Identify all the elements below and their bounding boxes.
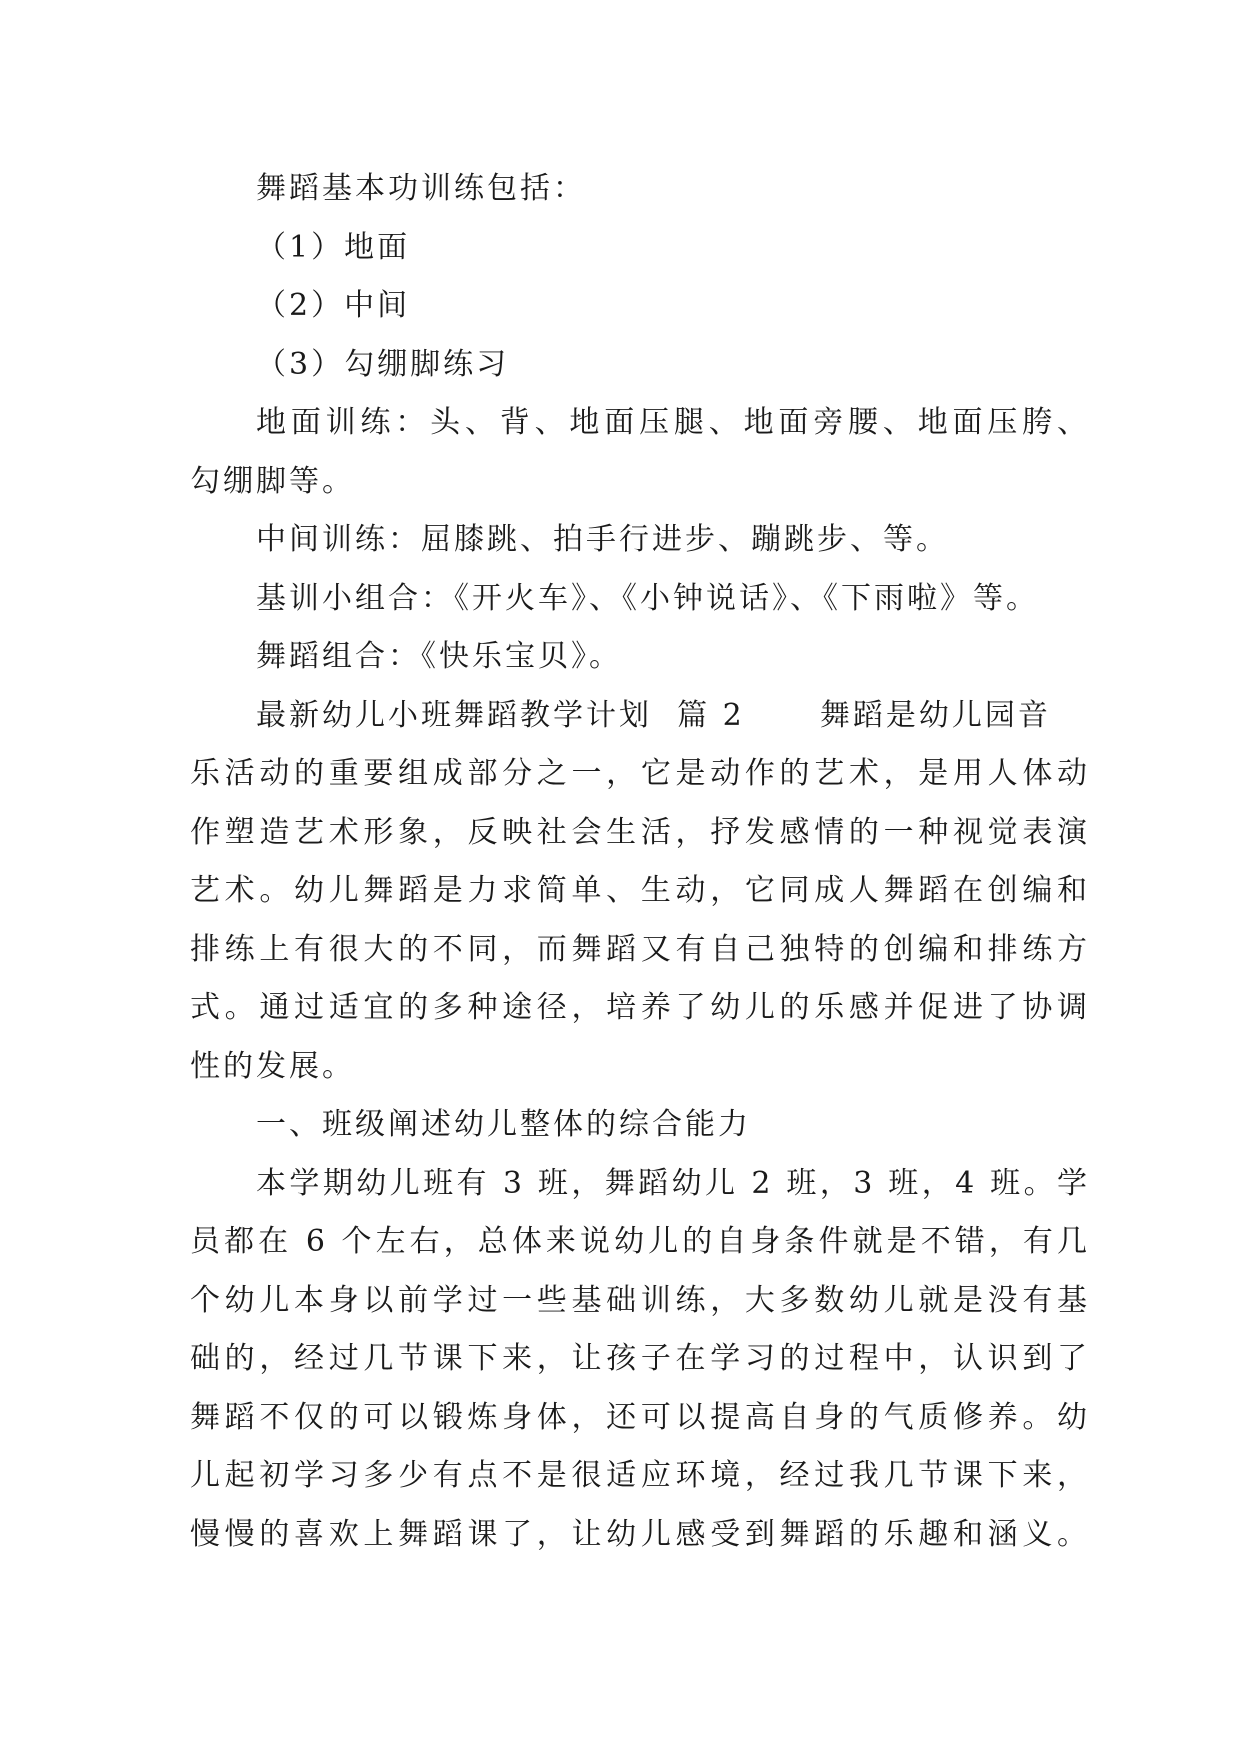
paragraph-line: 儿起初学习多少有点不是很适应环境，经过我几节课下来， — [190, 1458, 1090, 1493]
paragraph-line: 排练上有很大的不同，而舞蹈又有自己独特的创编和排练方 — [190, 931, 1090, 967]
list-item: （1）地面 — [256, 229, 411, 265]
paragraph-line: 式。通过适宜的多种途径，培养了幼儿的乐感并促进了协调 — [190, 990, 1090, 1025]
paragraph-line: 地面训练：头、背、地面压腿、地面旁腰、地面压胯、 — [256, 405, 1090, 440]
paragraph-line: 作塑造艺术形象，反映社会生活，抒发感情的一种视觉表演 — [190, 814, 1090, 850]
section-heading: 一、班级阐述幼儿整体的综合能力 — [256, 1107, 751, 1142]
list-item: （2）中间 — [256, 288, 411, 323]
paragraph-line: 性的发展。 — [190, 1048, 355, 1084]
paragraph-line: 乐活动的重要组成部分之一，它是动作的艺术，是用人体动 — [190, 756, 1090, 791]
paragraph-line: 个幼儿本身以前学过一些基础训练，大多数幼儿就是没有基 — [190, 1282, 1090, 1318]
list-item: （3）勾绷脚练习 — [256, 346, 510, 382]
training-intro: 舞蹈基本功训练包括： — [256, 171, 586, 206]
paragraph-line: 中间训练：屈膝跳、拍手行进步、蹦跳步、等。 — [256, 522, 949, 557]
document-page — [190, 160, 1090, 1564]
paragraph-line: 基训小组合：《开火车》、《小钟说话》、《下雨啦》等。 — [256, 580, 1039, 616]
paragraph-line: 本学期幼儿班有 3 班，舞蹈幼儿 2 班，3 班，4 班。学 — [256, 1165, 1090, 1201]
paragraph-line: 舞蹈不仅的可以锻炼身体，还可以提高自身的气质修养。幼 — [190, 1399, 1090, 1435]
paragraph-line: 慢慢的喜欢上舞蹈课了，让幼儿感受到舞蹈的乐趣和涵义。 — [190, 1516, 1090, 1552]
paragraph-line: 艺术。幼儿舞蹈是力求简单、生动，它同成人舞蹈在创编和 — [190, 873, 1090, 908]
paragraph-line: 舞蹈组合：《快乐宝贝》。 — [256, 639, 622, 674]
section-heading-line: 最新幼儿小班舞蹈教学计划 篇 2 舞蹈是幼儿园音 — [256, 697, 1051, 733]
paragraph-line: 础的，经过几节课下来，让孩子在学习的过程中，认识到了 — [190, 1341, 1090, 1376]
paragraph-line: 勾绷脚等。 — [190, 463, 355, 499]
paragraph-line: 员都在 6 个左右，总体来说幼儿的自身条件就是不错，有几 — [190, 1224, 1090, 1259]
